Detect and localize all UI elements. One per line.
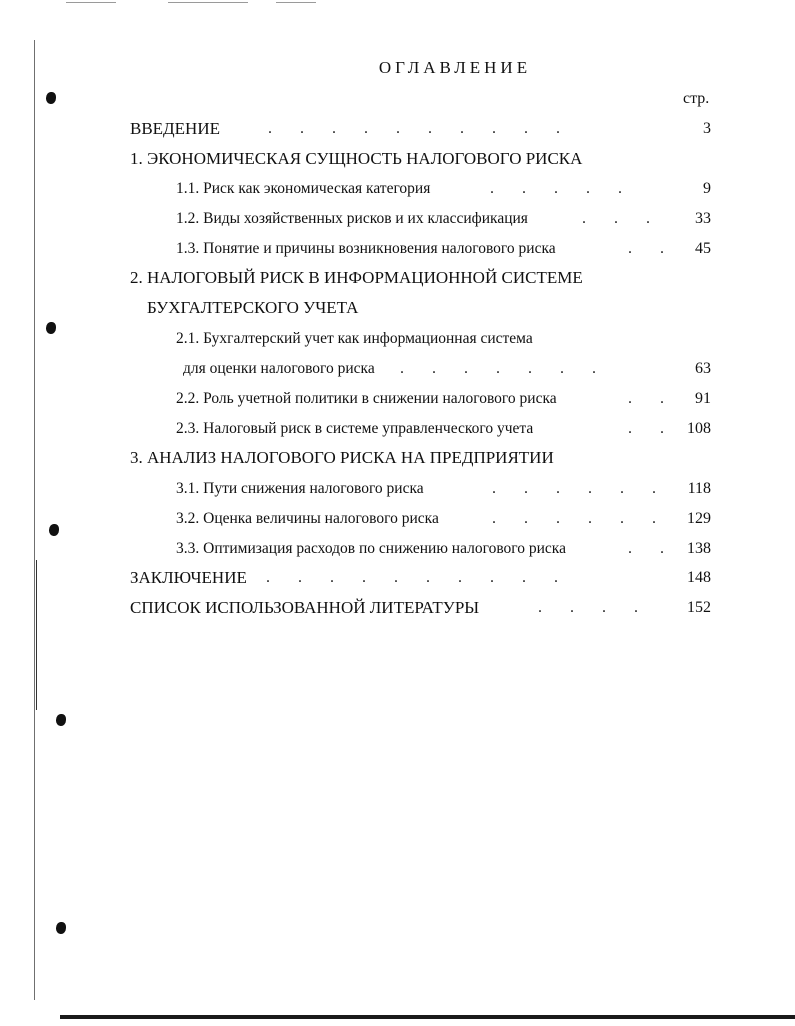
scan-top-mark — [66, 2, 116, 3]
binder-hole-mark — [56, 922, 66, 934]
page-number: 63 — [695, 360, 711, 377]
page-column-header: стр. — [683, 90, 710, 107]
dot-leader: . . — [628, 390, 664, 407]
binder-hole-mark — [46, 322, 56, 334]
dot-leader: . . . . — [538, 599, 638, 616]
dot-leader: . . — [628, 540, 664, 557]
toc-chapter-2: 2. НАЛОГОВЫЙ РИСК В ИНФОРМАЦИОННОЙ СИСТЕМЕ — [130, 268, 583, 287]
dot-leader: . . . . . . — [492, 480, 656, 497]
dot-leader: . . . — [582, 210, 650, 227]
toc-section-1-1: 1.1. Риск как экономическая категория — [176, 180, 431, 197]
page-title: ОГЛАВЛЕНИЕ — [378, 58, 532, 77]
scan-edge-line — [34, 40, 35, 1000]
toc-entry-introduction: ВВЕДЕНИЕ — [130, 119, 220, 138]
page-number: 138 — [687, 540, 711, 557]
toc-section-2-1-continued: для оценки налогового риска — [183, 360, 375, 377]
page-number: 129 — [687, 510, 711, 527]
binder-hole-mark — [56, 714, 66, 726]
toc-section-1-2: 1.2. Виды хозяйственных рисков и их классификация — [176, 210, 528, 227]
page-number: 118 — [687, 480, 711, 497]
page-number: 148 — [687, 569, 711, 586]
scan-top-mark — [276, 2, 316, 3]
toc-section-2-3: 2.3. Налоговый риск в системе управленческого учета — [176, 420, 534, 437]
dot-leader: . . . . . . . . . . — [266, 569, 558, 586]
toc-section-3-2: 3.2. Оценка величины налогового риска — [176, 510, 439, 527]
scan-edge-line — [36, 560, 37, 710]
toc-entry-bibliography: СПИСОК ИСПОЛЬЗОВАННОЙ ЛИТЕРАТУРЫ — [130, 598, 480, 617]
toc-section-2-2: 2.2. Роль учетной политики в снижении налогового риска — [176, 390, 557, 407]
dot-leader: . . . . . — [490, 180, 622, 197]
page-number: 108 — [687, 420, 711, 437]
page-number: 3 — [703, 120, 711, 137]
binder-hole-mark — [49, 524, 59, 536]
toc-section-3-3: 3.3. Оптимизация расходов по снижению налогового риска — [176, 540, 566, 557]
toc-chapter-3: 3. АНАЛИЗ НАЛОГОВОГО РИСКА НА ПРЕДПРИЯТИИ — [130, 448, 554, 467]
dot-leader: . . — [628, 240, 664, 257]
binder-hole-mark — [46, 92, 56, 104]
dot-leader: . . . . . . . — [400, 360, 596, 377]
page-number: 33 — [695, 210, 711, 227]
toc-section-2-1: 2.1. Бухгалтерский учет как информационная система — [176, 330, 533, 347]
page-number: 91 — [695, 390, 711, 407]
toc-section-1-3: 1.3. Понятие и причины возникновения налогового риска — [176, 240, 556, 257]
dot-leader: . . . . . . . . . . — [268, 120, 560, 137]
toc-section-3-1: 3.1. Пути снижения налогового риска — [176, 480, 424, 497]
toc-chapter-1: 1. ЭКОНОМИЧЕСКАЯ СУЩНОСТЬ НАЛОГОВОГО РИСКА — [130, 149, 583, 168]
dot-leader: . . — [628, 420, 664, 437]
page-number: 9 — [703, 180, 711, 197]
scan-top-mark — [168, 2, 248, 3]
scan-bottom-edge — [60, 1015, 795, 1019]
toc-chapter-2-continued: БУХГАЛТЕРСКОГО УЧЕТА — [147, 298, 359, 317]
dot-leader: . . . . . . — [492, 510, 656, 527]
page-number: 45 — [695, 240, 711, 257]
page-number: 152 — [687, 599, 711, 616]
toc-entry-conclusion: ЗАКЛЮЧЕНИЕ — [130, 568, 247, 587]
